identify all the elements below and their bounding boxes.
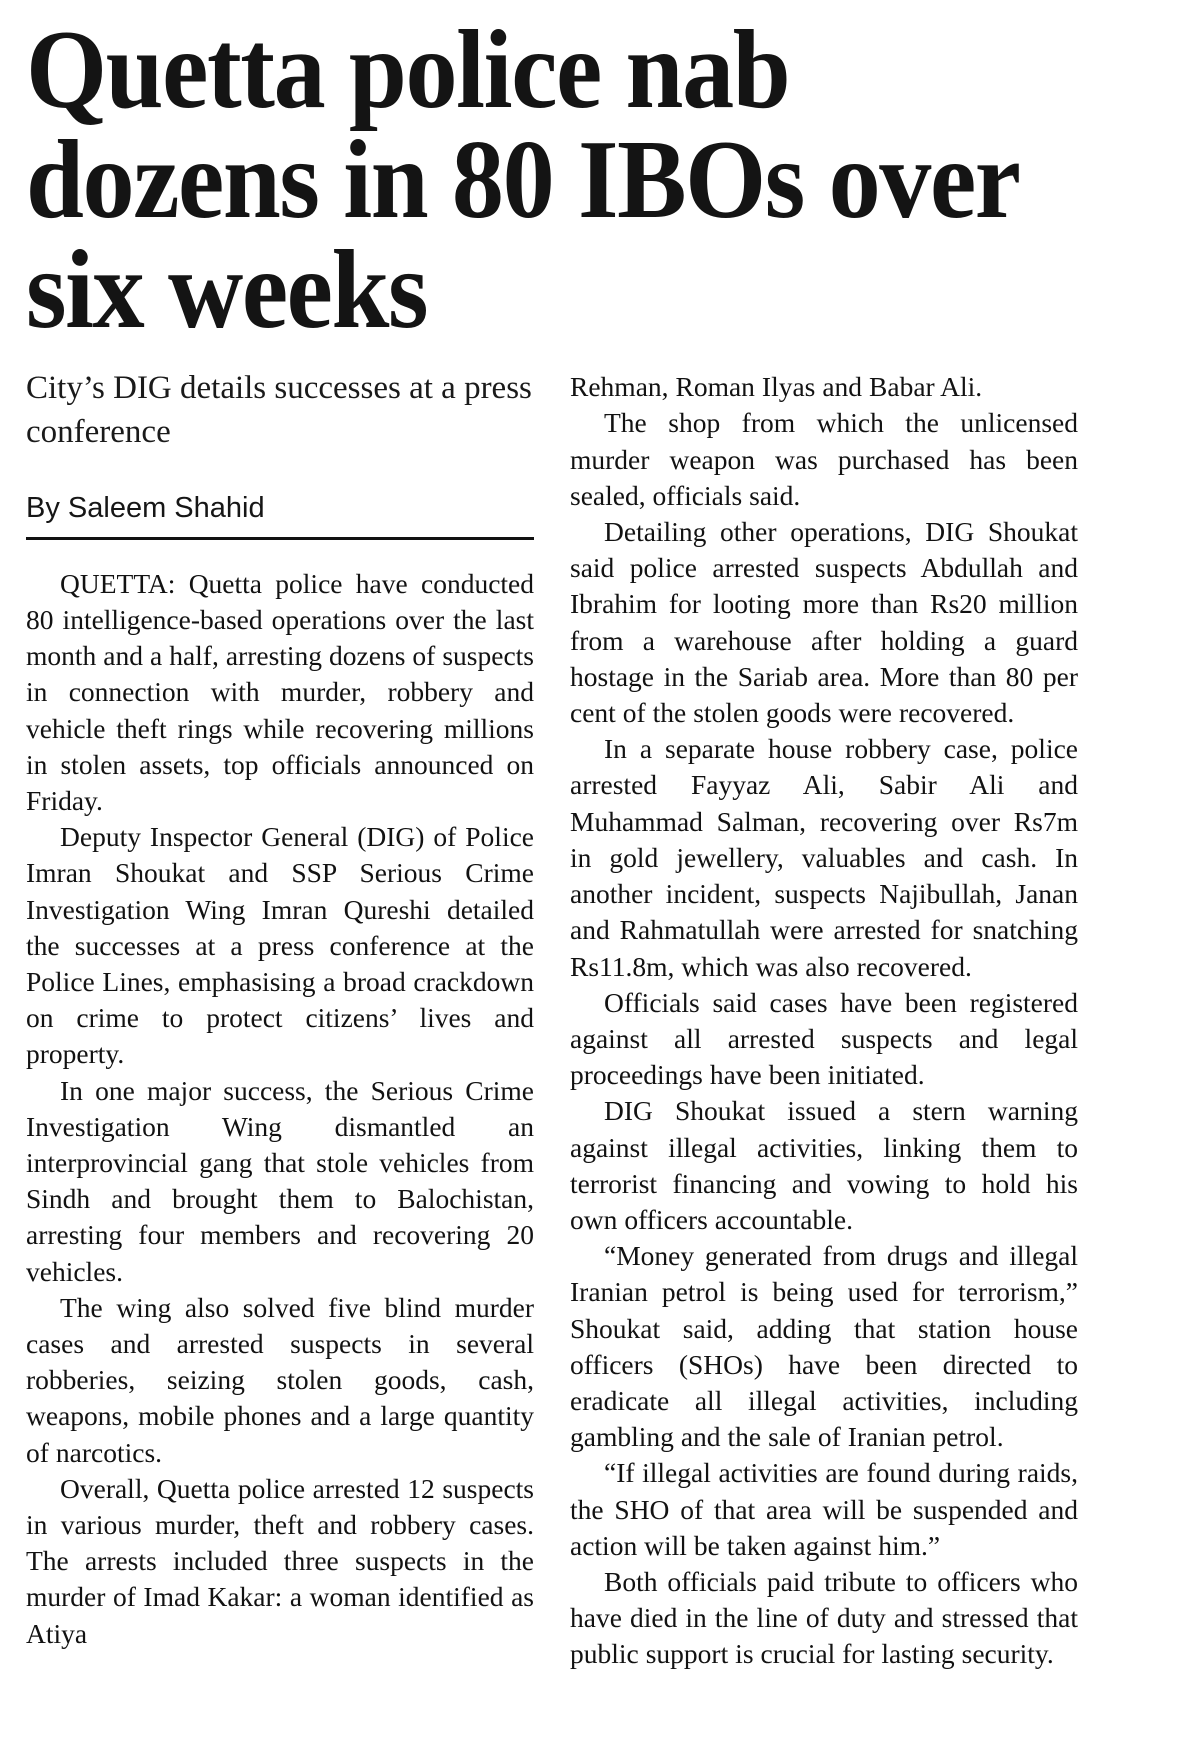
paragraph: Detailing other operations, DIG Shoukat said police arrested suspects Abdullah and Ibrahim for looting more than Rs20 million from a warehouse after holding a guard hostage in the Sariab area. More than 80 per cent of the stolen goods were recovered. xyxy=(570,516,1078,729)
paragraph: Deputy Inspector General (DIG) of Police Imran Shoukat and SSP Serious Crime Investigation Wing Imran Qureshi detailed the successes at a press conference at the Police Lines, emphasising a broad crackdown on crime to protect citizens’ lives and property. xyxy=(26,821,534,1070)
paragraph: “If illegal activities are found during raids, the SHO of that area will be suspended and action will be taken against him.” xyxy=(570,1457,1078,1561)
column-right xyxy=(570,367,1078,1672)
byline-divider xyxy=(26,537,534,540)
left-column-body xyxy=(26,566,534,1652)
paragraph: Overall, Quetta police arrested 12 suspects in various murder, theft and robbery cases. The arrests included three suspects in the murder of Imad Kakar: a woman identified as Atiya xyxy=(26,1472,534,1649)
paragraph: “Money generated from drugs and illegal Iranian petrol is being used for terrorism,” Shoukat said, adding that station house officers (SHOs) have been directed to eradicate all illegal activities, including gambling and the sale of Iranian petrol. xyxy=(570,1240,1078,1453)
paragraph: DIG Shoukat issued a stern warning against illegal activities, linking them to terrorist financing and vowing to hold his own officers accountable. xyxy=(570,1095,1078,1235)
article-columns xyxy=(26,367,1172,1672)
paragraph: In one major success, the Serious Crime Investigation Wing dismantled an interprovincial gang that stole vehicles from Sindh and brought them to Balochistan, arresting four members and recovering 20 vehicles. xyxy=(26,1074,534,1287)
paragraph: Officials said cases have been registered against all arrested suspects and legal proceedings have been initiated. xyxy=(570,986,1078,1091)
paragraph: QUETTA: Quetta police have conducted 80 intelligence-based operations over the last month and a half, arresting dozens of suspects in connection with murder, robbery and vehicle theft rings while recovering millions in stolen assets, top officials announced on Friday. xyxy=(26,567,534,817)
page-title: Quetta police nab dozens in 80 IBOs over six weeks xyxy=(26,8,1018,352)
paragraph: The shop from which the unlicensed murder weapon was purchased has been sealed, officials said. xyxy=(570,407,1078,511)
paragraph: In a separate house robbery case, police arrested Fayyaz Ali, Sabir Ali and Muhammad Salman, recovering over Rs7m in gold jewellery, valuables and cash. In another incident, suspects Najibullah, Janan and Rahmatullah were arrested for snatching Rs11.8m, which was also recovered. xyxy=(570,733,1078,982)
paragraph: The wing also solved five blind murder cases and arrested suspects in several robberies, seizing stolen goods, cash, weapons, mobile phones and a large quantity of narcotics. xyxy=(26,1291,534,1468)
byline: By Saleem Shahid xyxy=(26,492,265,524)
article-deck: City’s DIG details successes at a press conference xyxy=(26,370,532,451)
paragraph: Both officials paid tribute to officers who have died in the line of duty and stressed that public support is crucial for lasting security. xyxy=(570,1565,1078,1670)
column-left xyxy=(26,367,534,1652)
paragraph: Rehman, Roman Ilyas and Babar Ali. xyxy=(570,371,983,403)
